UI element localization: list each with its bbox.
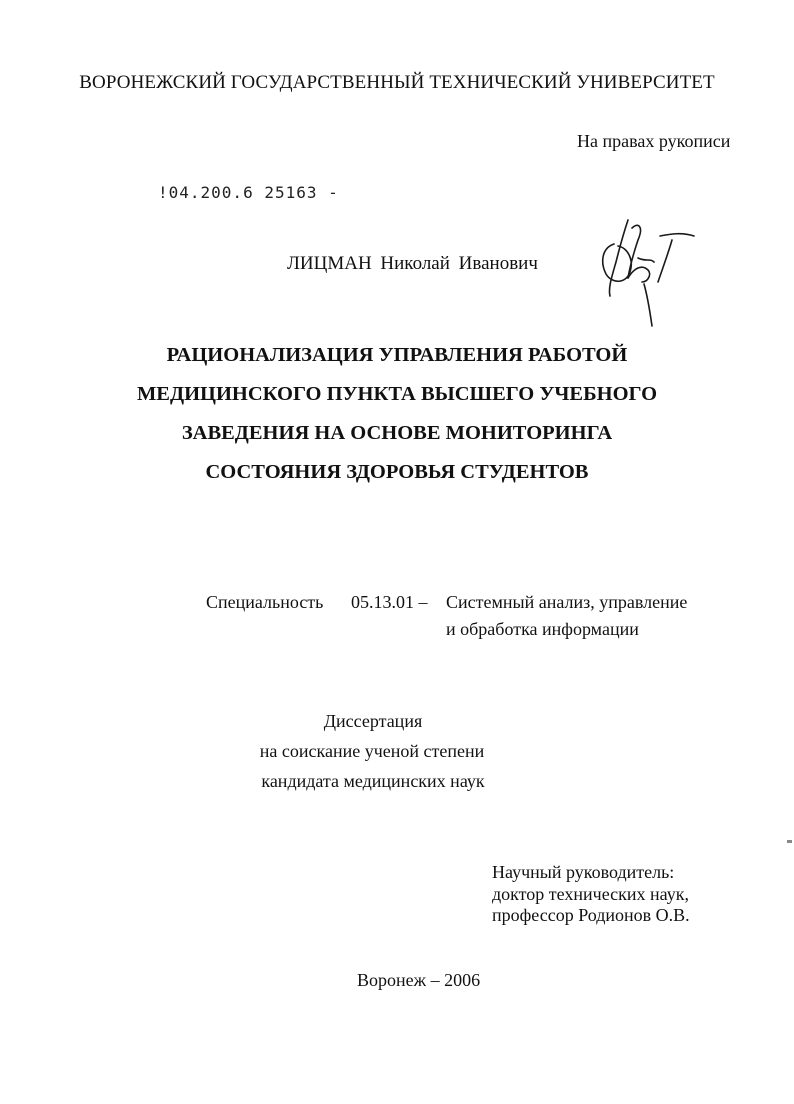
degree-statement (0, 706, 794, 796)
title-line: МЕДИЦИНСКОГО ПУНКТА ВЫСШЕГО УЧЕБНОГО (136, 383, 658, 405)
advisor-line: профессор Родионов О.В. (492, 905, 690, 925)
registry-number-stamp: !04.200.6 25163 - (158, 183, 339, 202)
manuscript-note: На правах рукописи (577, 131, 731, 151)
scan-edge-mark (787, 840, 792, 843)
university-name: ВОРОНЕЖСКИЙ ГОСУДАРСТВЕННЫЙ ТЕХНИЧЕСКИЙ УНИВЕРСИТЕТ (79, 72, 715, 93)
degree-line: кандидата медицинских наук (261, 771, 485, 791)
title-line: РАЦИОНАЛИЗАЦИЯ УПРАВЛЕНИЯ РАБОТОЙ (166, 344, 628, 366)
advisor-line: доктор технических наук, (492, 883, 689, 904)
dissertation-title (0, 336, 794, 492)
specialty-code: 05.13.01 – (351, 592, 428, 612)
specialty-name-line: Системный анализ, управление (446, 592, 688, 612)
author-name: ЛИЦМАН Николай Иванович (287, 253, 538, 274)
scientific-advisor (492, 862, 690, 927)
title-line: СОСТОЯНИЯ ЗДОРОВЬЯ СТУДЕНТОВ (205, 461, 589, 483)
degree-line: на соискание ученой степени (259, 741, 485, 761)
specialty-label: Специальность (206, 592, 324, 612)
signature-icon (598, 218, 703, 330)
specialty-name-line: и обработка информации (446, 619, 639, 639)
degree-line: Диссертация (323, 711, 423, 731)
title-line: ЗАВЕДЕНИЯ НА ОСНОВЕ МОНИТОРИНГА (181, 422, 613, 444)
advisor-line: Научный руководитель: (492, 862, 675, 882)
city-year: Воронеж – 2006 (357, 970, 481, 990)
